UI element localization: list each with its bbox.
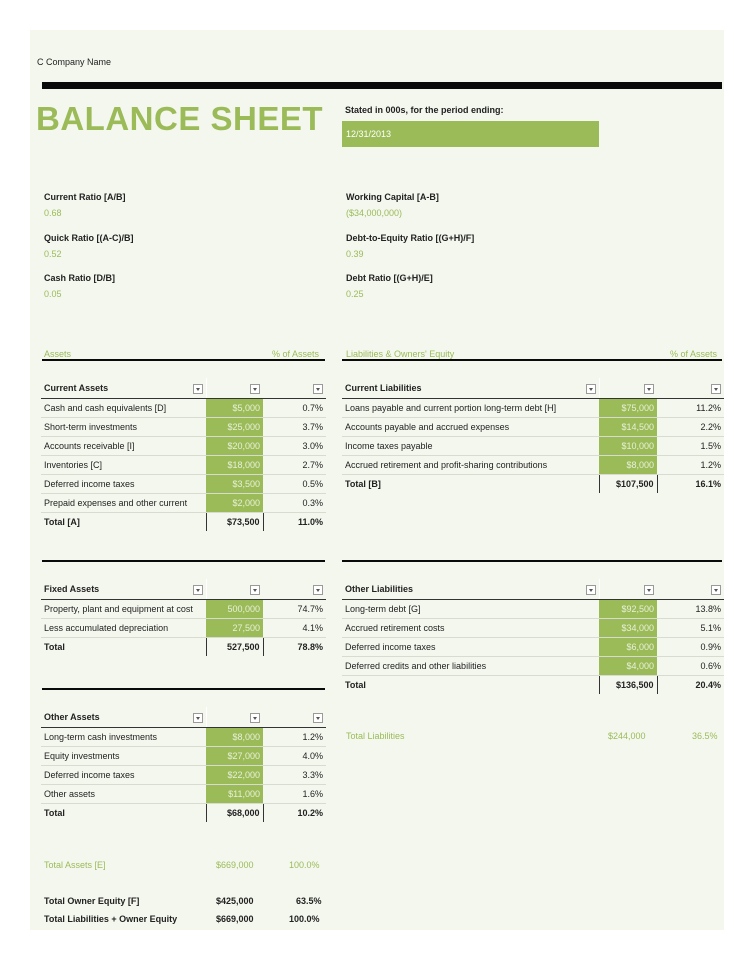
column-header: Fixed Assets <box>41 579 206 600</box>
current-liabilities-table <box>342 378 724 493</box>
total-row <box>342 676 724 695</box>
pct-cell: 3.7% <box>263 418 326 437</box>
pct-cell: 4.0% <box>263 747 326 766</box>
pct-cell: 2.2% <box>657 418 724 437</box>
total-liab-equity-label: Total Liabilities + Owner Equity <box>44 914 178 924</box>
amount-cell[interactable]: $27,000 <box>206 747 263 766</box>
pct-cell: 13.8% <box>657 600 724 619</box>
pct-cell: 0.9% <box>657 638 724 657</box>
table-row <box>342 456 724 475</box>
total-pct: 16.1% <box>695 479 721 489</box>
table-row <box>41 600 326 619</box>
total-assets-amount: $669,000 <box>216 860 254 870</box>
amount-cell[interactable]: $4,000 <box>599 657 657 676</box>
table-row <box>41 766 326 785</box>
header-bar <box>42 82 722 89</box>
other-liabilities-table <box>342 579 724 694</box>
debt-ratio-label: Debt Ratio [(G+H)/E] <box>346 273 433 283</box>
page-title: BALANCE SHEET <box>36 100 324 137</box>
column-header <box>657 378 724 399</box>
pct-cell: 1.5% <box>657 437 724 456</box>
row-label: Equity investments <box>41 747 206 766</box>
table-row <box>342 657 724 676</box>
total-owner-equity-pct: 63.5% <box>296 896 322 906</box>
assets-section-label: Assets <box>44 349 72 359</box>
current-ratio-label: Current Ratio [A/B] <box>44 192 126 202</box>
pct-cell: 0.5% <box>263 475 326 494</box>
filter-dropdown-icon[interactable] <box>586 384 596 394</box>
assets-pct-label: % of Assets <box>272 349 320 359</box>
table-row <box>41 785 326 804</box>
column-header <box>599 378 657 399</box>
table-row <box>41 619 326 638</box>
row-label: Accrued retirement costs <box>342 619 599 638</box>
table-row <box>342 437 724 456</box>
amount-cell[interactable]: $34,000 <box>599 619 657 638</box>
amount-cell[interactable]: $22,000 <box>206 766 263 785</box>
filter-dropdown-icon[interactable] <box>586 585 596 595</box>
column-header: Other Assets <box>41 707 206 728</box>
row-label: Deferred income taxes <box>342 638 599 657</box>
debt-to-equity-value: 0.39 <box>346 249 364 259</box>
liabilities-pct-label: % of Assets <box>670 349 718 359</box>
row-label: Accrued retirement and profit-sharing contributions <box>342 456 599 475</box>
total-owner-equity-amount: $425,000 <box>216 896 254 906</box>
row-label: Accounts receivable [I] <box>41 437 206 456</box>
amount-cell[interactable]: $75,000 <box>599 399 657 418</box>
amount-cell[interactable]: $18,000 <box>206 456 263 475</box>
filter-dropdown-icon[interactable] <box>250 713 260 723</box>
table-row <box>41 456 326 475</box>
row-label: Less accumulated depreciation <box>41 619 206 638</box>
pct-cell: 0.6% <box>657 657 724 676</box>
pct-cell: 0.3% <box>263 494 326 513</box>
row-label: Income taxes payable <box>342 437 599 456</box>
filter-dropdown-icon[interactable] <box>193 585 203 595</box>
table-row <box>41 437 326 456</box>
total-amount: 527,500 <box>206 638 263 657</box>
total-assets-pct: 100.0% <box>289 860 320 870</box>
table-row <box>41 747 326 766</box>
amount-cell[interactable]: $11,000 <box>206 785 263 804</box>
pct-cell: 74.7% <box>263 600 326 619</box>
table-header <box>41 707 326 728</box>
filter-dropdown-icon[interactable] <box>711 384 721 394</box>
row-label: Deferred income taxes <box>41 475 206 494</box>
column-header <box>263 707 326 728</box>
total-amount: $68,000 <box>206 804 263 823</box>
pct-cell: 2.7% <box>263 456 326 475</box>
total-row <box>41 638 326 657</box>
row-label: Prepaid expenses and other current <box>41 494 206 513</box>
filter-dropdown-icon[interactable] <box>313 585 323 595</box>
table-row <box>41 728 326 747</box>
amount-cell[interactable]: $3,500 <box>206 475 263 494</box>
amount-cell[interactable]: $8,000 <box>206 728 263 747</box>
amount-cell[interactable]: $25,000 <box>206 418 263 437</box>
filter-dropdown-icon[interactable] <box>711 585 721 595</box>
amount-cell[interactable]: $10,000 <box>599 437 657 456</box>
filter-dropdown-icon[interactable] <box>193 713 203 723</box>
column-header: Current Assets <box>41 378 206 399</box>
total-amount: $136,500 <box>599 676 657 695</box>
total-owner-equity-label: Total Owner Equity [F] <box>44 896 140 906</box>
balance-sheet <box>30 30 724 930</box>
other-liabilities-divider <box>342 560 722 562</box>
quick-ratio-value: 0.52 <box>44 249 62 259</box>
row-label: Deferred income taxes <box>41 766 206 785</box>
fixed-assets-table <box>41 579 326 656</box>
table-header <box>41 378 326 399</box>
liabilities-section-label: Liabilities & Owners' Equity <box>346 349 455 359</box>
row-label: Loans payable and current portion long-term debt [H] <box>342 399 599 418</box>
table-row <box>342 638 724 657</box>
total-row <box>41 513 326 532</box>
debt-ratio-value: 0.25 <box>346 289 364 299</box>
amount-cell[interactable]: $14,500 <box>599 418 657 437</box>
table-row <box>342 399 724 418</box>
amount-cell[interactable]: 27,500 <box>206 619 263 638</box>
column-header <box>206 707 263 728</box>
other-assets-divider <box>42 688 325 690</box>
filter-dropdown-icon[interactable] <box>313 384 323 394</box>
pct-cell: 3.0% <box>263 437 326 456</box>
column-header <box>263 378 326 399</box>
column-header <box>206 579 263 600</box>
amount-cell[interactable]: $6,000 <box>599 638 657 657</box>
filter-dropdown-icon[interactable] <box>193 384 203 394</box>
total-label: Total [A] <box>44 517 80 527</box>
total-liab-equity-amount: $669,000 <box>216 914 254 924</box>
total-label: Total <box>44 808 65 818</box>
row-label: Short-term investments <box>41 418 206 437</box>
filter-dropdown-icon[interactable] <box>250 384 260 394</box>
amount-cell[interactable]: $5,000 <box>206 399 263 418</box>
column-header <box>657 579 724 600</box>
column-header <box>599 579 657 600</box>
company-name: C Company Name <box>37 57 112 67</box>
period-date-field[interactable]: 12/31/2013 <box>342 121 599 147</box>
liabilities-divider <box>342 359 722 361</box>
table-row <box>342 600 724 619</box>
pct-cell: 1.6% <box>263 785 326 804</box>
pct-cell: 11.2% <box>657 399 724 418</box>
working-capital-value: ($34,000,000) <box>346 208 403 218</box>
total-pct: 11.0% <box>297 517 323 527</box>
total-liabilities-pct: 36.5% <box>692 731 718 741</box>
pct-cell: 5.1% <box>657 619 724 638</box>
cash-ratio-value: 0.05 <box>44 289 62 299</box>
row-label: Long-term debt [G] <box>342 600 599 619</box>
current-ratio-value: 0.68 <box>44 208 62 218</box>
stated-label: Stated in 000s, for the period ending: <box>345 105 504 115</box>
row-label: Other assets <box>41 785 206 804</box>
amount-cell[interactable]: $20,000 <box>206 437 263 456</box>
total-pct: 20.4% <box>695 680 721 690</box>
filter-dropdown-icon[interactable] <box>313 713 323 723</box>
total-liab-equity-pct: 100.0% <box>289 914 320 924</box>
row-label: Inventories [C] <box>41 456 206 475</box>
total-row <box>41 804 326 823</box>
cash-ratio-label: Cash Ratio [D/B] <box>44 273 116 283</box>
table-row <box>342 619 724 638</box>
table-row <box>41 494 326 513</box>
total-label: Total [B] <box>345 479 381 489</box>
debt-to-equity-label: Debt-to-Equity Ratio [(G+H)/F] <box>346 233 475 243</box>
row-label: Cash and cash equivalents [D] <box>41 399 206 418</box>
row-label: Deferred credits and other liabilities <box>342 657 599 676</box>
column-header: Current Liabilities <box>342 378 599 399</box>
table-row <box>41 475 326 494</box>
table-row <box>342 418 724 437</box>
total-label: Total <box>44 642 65 652</box>
total-amount: $73,500 <box>206 513 263 532</box>
column-header <box>263 579 326 600</box>
total-liabilities-label: Total Liabilities <box>346 731 405 741</box>
amount-cell[interactable]: $92,500 <box>599 600 657 619</box>
column-header: Other Liabilities <box>342 579 599 600</box>
table-row <box>41 399 326 418</box>
pct-cell: 0.7% <box>263 399 326 418</box>
row-label: Property, plant and equipment at cost <box>41 600 206 619</box>
total-assets-label: Total Assets [E] <box>44 860 106 870</box>
assets-divider <box>42 359 325 361</box>
row-label: Long-term cash investments <box>41 728 206 747</box>
current-assets-table <box>41 378 326 531</box>
quick-ratio-label: Quick Ratio [(A-C)/B] <box>44 233 134 243</box>
filter-dropdown-icon[interactable] <box>644 384 654 394</box>
total-pct: 10.2% <box>297 808 323 818</box>
amount-cell[interactable]: $8,000 <box>599 456 657 475</box>
total-pct: 78.8% <box>297 642 323 652</box>
table-header <box>41 579 326 600</box>
filter-dropdown-icon[interactable] <box>644 585 654 595</box>
pct-cell: 4.1% <box>263 619 326 638</box>
total-liabilities-amount: $244,000 <box>608 731 646 741</box>
table-header <box>342 378 724 399</box>
filter-dropdown-icon[interactable] <box>250 585 260 595</box>
table-header <box>342 579 724 600</box>
total-row <box>342 475 724 494</box>
fixed-assets-divider <box>42 560 325 562</box>
pct-cell: 1.2% <box>263 728 326 747</box>
pct-cell: 1.2% <box>657 456 724 475</box>
total-amount: $107,500 <box>599 475 657 494</box>
other-assets-table <box>41 707 326 822</box>
amount-cell[interactable]: $2,000 <box>206 494 263 513</box>
pct-cell: 3.3% <box>263 766 326 785</box>
total-label: Total <box>345 680 366 690</box>
working-capital-label: Working Capital [A-B] <box>346 192 439 202</box>
column-header <box>206 378 263 399</box>
amount-cell[interactable]: 500,000 <box>206 600 263 619</box>
table-row <box>41 418 326 437</box>
row-label: Accounts payable and accrued expenses <box>342 418 599 437</box>
